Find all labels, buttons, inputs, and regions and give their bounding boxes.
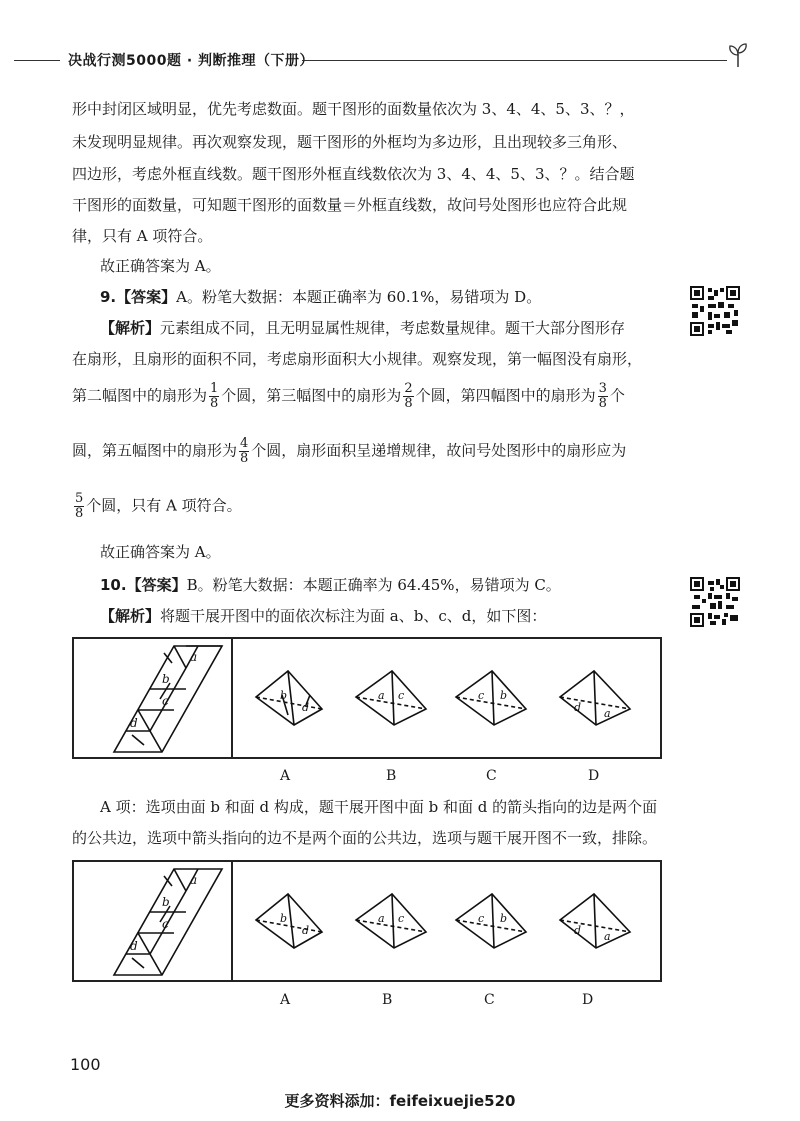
numerator: 1: [210, 381, 219, 396]
option-label: D: [582, 992, 594, 1008]
face-label: a: [190, 650, 198, 664]
face-label: a: [604, 930, 611, 943]
text-line: A 项：选项由面 b 和面 d 构成，题干展开图中面 b 和面 d 的箭头指向的边是两个面: [100, 798, 658, 816]
q9-answer: [100, 286, 690, 308]
face-label: a: [378, 689, 385, 702]
face-label: d: [130, 716, 138, 730]
option-label: A: [280, 768, 291, 784]
denominator: 8: [404, 396, 413, 411]
text-line: 干图形的面数量，可知题干图形的面数量＝外框直线数，故问号处图形也应符合此规: [72, 196, 628, 214]
face-label: a: [604, 707, 611, 720]
face-label: d: [574, 701, 582, 714]
option-label: D: [588, 768, 600, 784]
fraction-line: [72, 382, 662, 411]
conclusion-line: 故正确答案为 A。: [100, 257, 221, 275]
face-label: d: [302, 924, 310, 937]
denominator: 8: [598, 396, 607, 411]
footer-note: 更多资料添加：feifeixuejie520: [284, 1092, 516, 1110]
face-label: b: [280, 689, 288, 702]
q10-analysis-line: [100, 605, 690, 627]
fraction-line: [72, 492, 662, 521]
text-span: 个圆，第四幅图中的扇形为: [415, 386, 596, 405]
header-title: 决战行测5000题 · 判断推理（下册）: [68, 53, 315, 69]
figure-drawing: [74, 862, 660, 980]
face-label: b: [280, 912, 288, 925]
fraction: [403, 382, 413, 411]
face-label: c: [162, 917, 169, 931]
fraction: [74, 492, 84, 521]
option-label: A: [280, 992, 291, 1008]
q9-analysis-line: [100, 317, 690, 339]
face-label: b: [162, 672, 170, 686]
face-label: b: [500, 912, 508, 925]
numerator: 2: [404, 381, 413, 396]
face-label: c: [162, 694, 169, 708]
text-span: 第二幅图中的扇形为: [72, 386, 208, 405]
fraction-line: [72, 437, 662, 466]
q10-answer: [100, 574, 690, 596]
face-label: a: [190, 873, 198, 887]
running-header: [14, 50, 744, 70]
text-line: 律，只有 A 项符合。: [72, 227, 213, 245]
header-rule-left: [14, 60, 60, 61]
numerator: 4: [240, 436, 249, 451]
qr-code-icon[interactable]: [690, 286, 740, 336]
face-label: c: [398, 912, 405, 925]
q10-analysis-label: 【解析】: [100, 607, 161, 625]
text-line: 的公共边，选项中箭头指向的边不是两个面的公共边，选项与题干展开图不一致，排除。: [72, 829, 658, 847]
conclusion-line: 故正确答案为 A。: [100, 543, 221, 561]
text-span: 个圆，第三幅图中的扇形为: [221, 386, 402, 405]
q10-intro-text: 将题干展开图中的面依次标注为面 a、b、c、d，如下图：: [160, 607, 547, 625]
q9-analysis-label: 【解析】: [100, 319, 161, 337]
denominator: 8: [210, 396, 219, 411]
face-label: d: [130, 939, 138, 953]
denominator: 8: [240, 451, 249, 466]
option-label: B: [386, 768, 397, 784]
q10-answer-text: B。粉笔大数据：本题正确率为 64.45%，易错项为 C。: [186, 576, 561, 594]
fraction: [598, 382, 608, 411]
text-span: 圆，第五幅图中的扇形为: [72, 441, 238, 460]
face-label: c: [398, 689, 405, 702]
q10-answer-label: 10.【答案】: [100, 576, 187, 594]
face-label: d: [574, 924, 582, 937]
figure-drawing: [74, 639, 660, 757]
text-line: 四边形，考虑外框直线数。题干图形外框直线数依次为 3、4、4、5、3、？。结合题: [72, 165, 635, 183]
text-span: 个: [609, 386, 625, 405]
face-label: a: [378, 912, 385, 925]
q9-answer-label: 9.【答案】: [100, 288, 177, 306]
face-label: c: [478, 689, 485, 702]
face-label: c: [478, 912, 485, 925]
face-label: b: [162, 895, 170, 909]
text-line: 在扇形，且扇形的面积不同，考虑扇形面积大小规律。观察发现，第一幅图没有扇形，: [72, 350, 643, 368]
text-span: 个圆，扇形面积呈递增规律，故问号处图形中的扇形应为: [251, 441, 627, 460]
face-label: d: [302, 701, 310, 714]
q9-analysis-text: 元素组成不同，且无明显属性规律，考虑数量规律。题干大部分图形存: [160, 319, 626, 337]
fraction: [209, 382, 219, 411]
header-rule-right: [302, 60, 727, 61]
option-label: B: [382, 992, 393, 1008]
net-figure: [72, 860, 662, 982]
q9-answer-text: A。粉笔大数据：本题正确率为 60.1%，易错项为 D。: [176, 288, 542, 306]
pyramid-options: [256, 671, 630, 725]
denominator: 8: [75, 506, 84, 521]
option-label: C: [486, 768, 497, 784]
numerator: 5: [75, 491, 84, 506]
numerator: 3: [598, 381, 607, 396]
face-label: b: [500, 689, 508, 702]
net-figure: [72, 637, 662, 759]
sprout-icon: [726, 42, 750, 68]
text-span: 个圆，只有 A 项符合。: [86, 496, 242, 515]
text-line: 形中封闭区域明显，优先考虑数面。题干图形的面数量依次为 3、4、4、5、3、？，: [72, 100, 635, 118]
text-line: 未发现明显规律。再次观察发现，题干图形的外框均为多边形，且出现较多三角形、: [72, 133, 628, 151]
fraction: [239, 437, 249, 466]
page-number: 100: [70, 1055, 101, 1074]
option-label: C: [484, 992, 495, 1008]
qr-code-icon[interactable]: [690, 577, 740, 627]
